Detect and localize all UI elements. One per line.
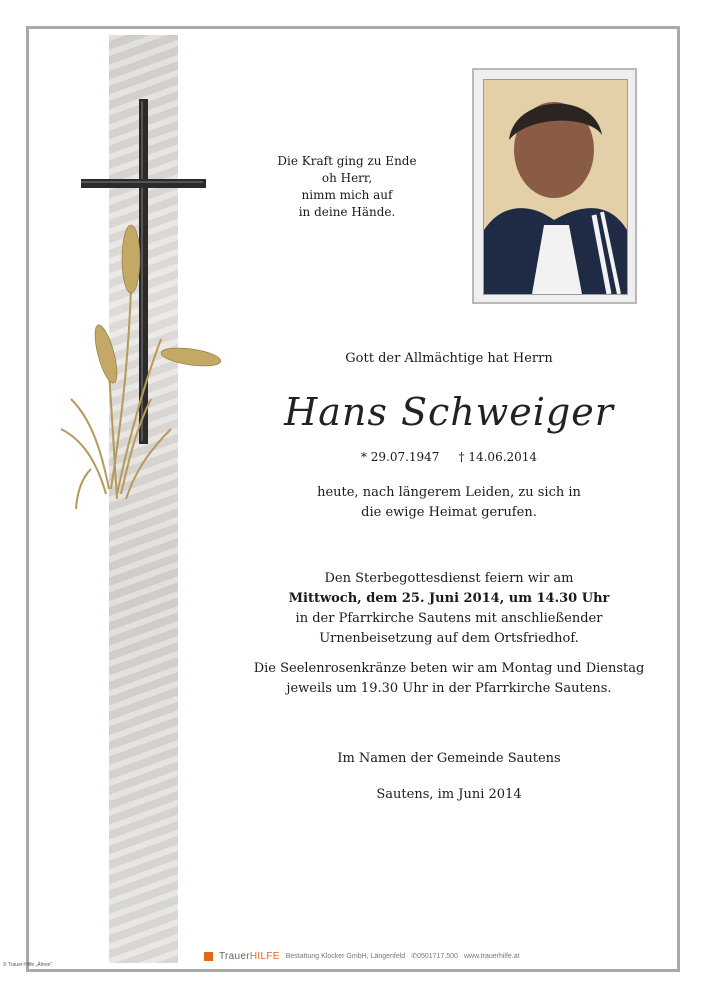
service-datetime (249, 589, 649, 609)
wheat-icon (61, 289, 171, 509)
service-line: in der Pfarrkirche Sautens mit anschließender (295, 611, 603, 626)
poem (277, 153, 417, 221)
deceased-name: Hans Schweiger (284, 390, 614, 434)
page-frame (26, 26, 680, 972)
poem-line: in deine Hände. (298, 205, 396, 219)
footer-company: Bestattung Klocker GmbH, Längenfeld (285, 952, 406, 960)
logo-text-1: Trauer (219, 950, 250, 962)
passing-line: die ewige Heimat gerufen. (361, 505, 537, 520)
passing-line: heute, nach längerem Leiden, zu sich in (317, 485, 581, 500)
cross-wheat-decoration (51, 99, 241, 529)
rosary-line: Die Seelenrosenkränze beten wir am Montag und Dienstag (253, 661, 645, 676)
wheat-ears (91, 225, 222, 385)
footer (204, 949, 634, 963)
death-date: † 14.06.2014 (458, 450, 538, 464)
passing-text (289, 483, 609, 523)
service-line: Den Sterbegottesdienst feiern wir am (324, 571, 574, 586)
signature-line: Im Namen der Gemeinde Sautens (337, 751, 561, 766)
birth-date: * 29.07.1947 (360, 450, 440, 464)
rosary-text (239, 659, 659, 699)
service-text (249, 569, 649, 649)
footer-web: www.trauerhilfe.at (463, 952, 520, 960)
logo-icon (204, 952, 213, 961)
service-line: Urnenbeisetzung auf dem Ortsfriedhof. (319, 631, 579, 646)
copyright-note: © Trauer-Hilfe „Ähren“ (3, 962, 53, 968)
footer-phone: ✆0501717.500 (411, 953, 458, 960)
logo-text-2: HILFE (249, 950, 280, 962)
place-date: Sautens, im Juni 2014 (376, 787, 522, 802)
footer-logo (219, 951, 280, 962)
life-dates (329, 447, 569, 467)
service-datetime-bold: Mittwoch, dem 25. Juni 2014, um 14.30 Uhr (288, 591, 610, 606)
portrait-frame (472, 68, 637, 304)
intro-text: Gott der Allmächtige hat Herrn (345, 351, 553, 366)
rosary-line: jeweils um 19.30 Uhr in der Pfarrkirche Sautens. (286, 681, 612, 696)
portrait-photo (483, 79, 628, 295)
poem-line: oh Herr, (321, 171, 373, 185)
poem-line: nimm mich auf (301, 188, 393, 202)
poem-line: Die Kraft ging zu Ende (277, 154, 417, 168)
